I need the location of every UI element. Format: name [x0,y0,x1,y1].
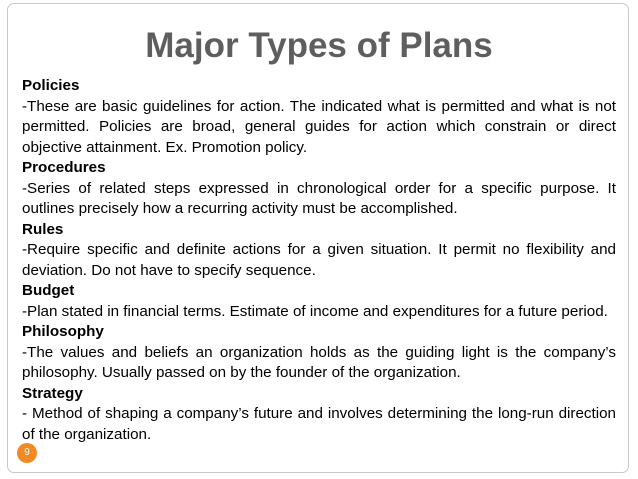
section-text-budget: -Plan stated in financial terms. Estimate of income and expenditures for a future period. [22,302,608,320]
section-text-rules: -Require specific and definite actions for a given situation. It permit no flexibility and deviation. Do not have to specify sequence. [22,241,616,279]
slide-content [22,76,616,445]
section-text-policies: -These are basic guidelines for action. The indicated what is permitted and what is not permitted. Policies are broad, general guides for action which constrain or direct objective attainment. Ex. Promotion policy. [22,97,616,156]
slide-title: Major Types of Plans [145,26,493,65]
section-text-procedures: -Series of related steps expressed in chronological order for a specific purpose. It outlines precisely how a recurring activity must be accomplished. [22,179,616,217]
section-text-philosophy: -The values and beliefs an organization holds as the guiding light is the company’s philosophy. Usually passed on by the founder of the organization. [22,343,616,381]
section-heading-strategy: Strategy [22,384,83,402]
section-heading-procedures: Procedures [22,159,106,176]
section-heading-policies: Policies [22,77,80,94]
section-heading-philosophy: Philosophy [22,323,104,340]
section-heading-rules: Rules [22,220,64,238]
section-text-strategy: - Method of shaping a company’s future and involves determining the long-run direction of the organization. [22,405,616,443]
page-number-badge: 9 [17,443,37,463]
section-heading-budget: Budget [22,282,75,299]
